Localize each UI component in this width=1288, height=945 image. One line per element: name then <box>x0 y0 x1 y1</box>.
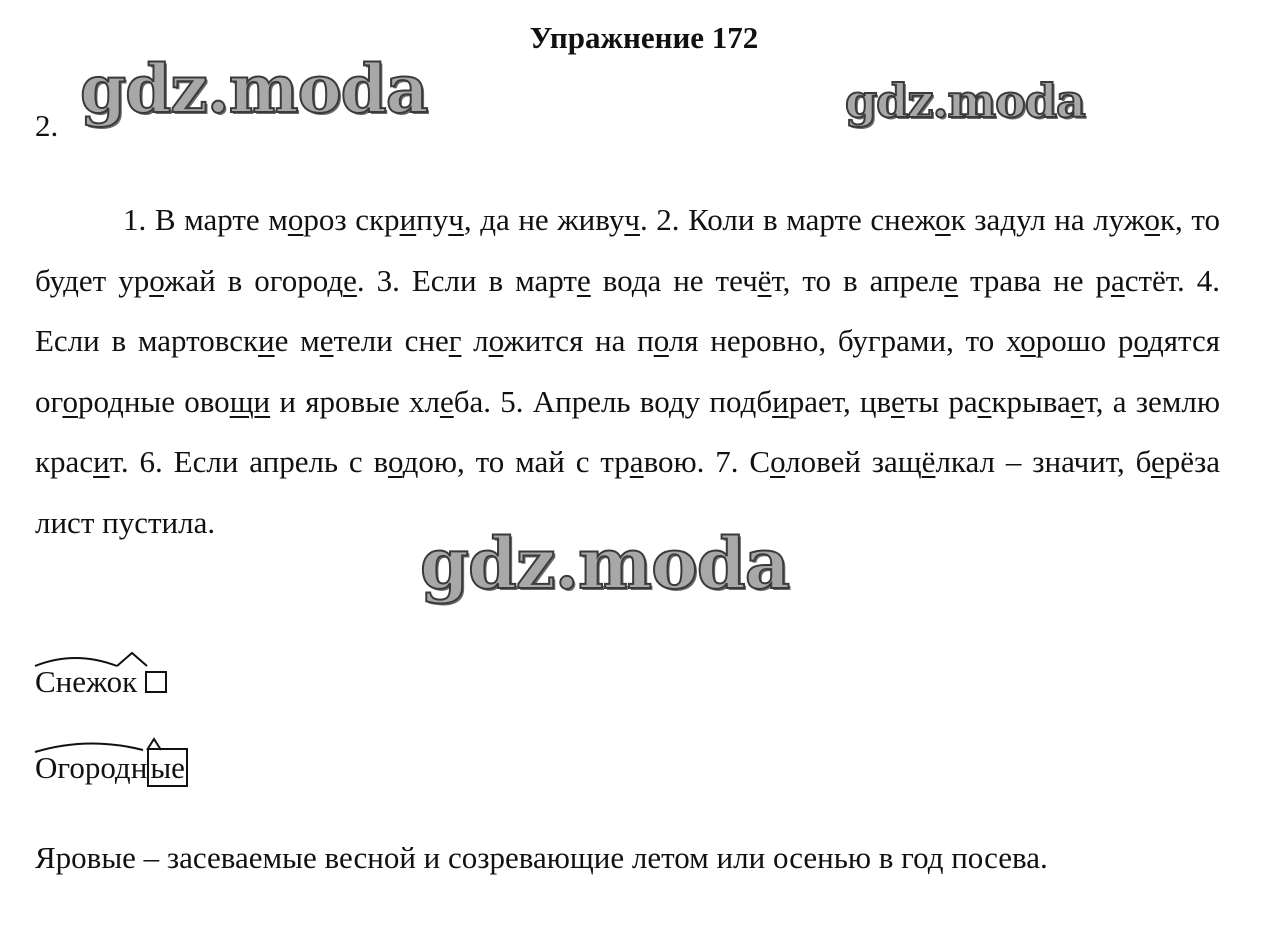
part-number: 2. <box>35 108 59 143</box>
analysis-word-stem: Огород <box>35 750 131 785</box>
underlined-letter: е <box>319 323 334 358</box>
paragraph-text: и яровые хл <box>270 383 440 419</box>
paragraph-text: . 3. Если в март <box>356 262 577 298</box>
paragraph-text: е м <box>274 323 320 358</box>
underlined-letter: о <box>1144 202 1160 237</box>
underlined-letter: а <box>629 444 644 479</box>
underlined-letter: о <box>653 323 669 358</box>
root-arc-icon <box>33 736 168 758</box>
morpheme-analysis-ogorodnye <box>35 750 188 786</box>
paragraph-text: дою, то май с тр <box>402 444 630 479</box>
underlined-letter: и <box>258 323 275 358</box>
morpheme-analysis-snezhok <box>35 664 167 700</box>
paragraph-text: . 2. Коли в марте снеж <box>639 202 936 237</box>
paragraph-text: пу <box>416 202 449 237</box>
underlined-letter: о <box>770 444 786 479</box>
paragraph-text: рает, цв <box>788 383 891 419</box>
underlined-letter: е <box>439 383 454 419</box>
paragraph-text: роз скр <box>303 202 400 237</box>
analysis-word: Снежок <box>35 664 138 699</box>
paragraph-text: жится на п <box>503 323 654 358</box>
exercise-title: Упражнение 172 <box>529 20 759 55</box>
paragraph-text: 1. В марте м <box>123 202 288 237</box>
paragraph-text: родные ово <box>77 383 230 419</box>
underlined-letter: щи <box>229 383 271 419</box>
definition-text: Яровые – засеваемые весной и созревающие летом или осенью в год посева. <box>35 840 1048 875</box>
underlined-letter: о <box>149 262 164 298</box>
paragraph-text: вода не теч <box>590 262 758 298</box>
underlined-letter: ч <box>448 202 464 237</box>
underlined-letter: о <box>488 323 504 358</box>
underlined-letter: а <box>1110 262 1125 298</box>
ending-box: ые <box>147 748 188 787</box>
paragraph-text: тели сне <box>333 323 449 358</box>
underlined-letter: и <box>772 383 789 419</box>
paragraph-text: т, а землю крас <box>35 383 1221 479</box>
paragraph-text: лкал – значит, б <box>935 444 1151 479</box>
paragraph-text: т. 6. Если апрель с в <box>109 444 388 479</box>
paragraph-text: к задул на луж <box>950 202 1145 237</box>
underlined-letter: и <box>93 444 110 479</box>
paragraph-text: дятся ог <box>35 323 1220 419</box>
underlined-letter: г <box>448 323 462 358</box>
paragraph-text: л <box>461 323 489 358</box>
root-arc-icon <box>33 650 153 672</box>
underlined-letter: о <box>387 444 403 479</box>
watermark-logo: gdz.moda <box>845 74 1085 128</box>
underlined-letter: о <box>935 202 951 237</box>
paragraph-text: т, то в апрел <box>771 262 945 298</box>
paragraph-text: ловей защ <box>785 444 922 479</box>
exercise-paragraph <box>35 190 1220 553</box>
underlined-letter: ё <box>757 262 772 298</box>
null-ending-box-icon <box>145 671 167 693</box>
underlined-letter: е <box>1070 383 1085 419</box>
underlined-letter: о <box>62 383 78 419</box>
analysis-word-suffix: н <box>130 750 148 785</box>
paragraph-text: трава не р <box>958 262 1111 298</box>
paragraph-text: крыва <box>991 383 1071 419</box>
paragraph-text: вою. 7. С <box>643 444 771 479</box>
paragraph-text: ба. 5. Апрель воду подб <box>453 383 773 419</box>
paragraph-text: стёт. 4. Если в мартовск <box>35 262 1220 358</box>
underlined-letter: ё <box>921 444 936 479</box>
paragraph-text: рёза лист пустила. <box>35 444 1220 540</box>
underlined-letter: е <box>944 262 959 298</box>
underlined-letter: о <box>287 202 304 237</box>
watermark-logo: gdz.moda <box>80 50 428 128</box>
paragraph-text: к, то будет ур <box>35 202 1220 298</box>
underlined-letter: и <box>399 202 417 237</box>
paragraph-text: ты ра <box>904 383 978 419</box>
watermark-logo: gdz.moda <box>420 522 790 605</box>
paragraph-text: жай в огород <box>163 262 344 298</box>
underlined-letter: е <box>343 262 357 298</box>
underlined-letter: с <box>977 383 992 419</box>
underlined-letter: е <box>576 262 591 298</box>
underlined-letter: о <box>1133 323 1148 358</box>
underlined-letter: ч <box>624 202 640 237</box>
paragraph-text: ля неровно, буграми, то х <box>668 323 1021 358</box>
underlined-letter: е <box>890 383 905 419</box>
paragraph-text: , да не живу <box>463 202 625 237</box>
underlined-letter: о <box>1020 323 1036 358</box>
paragraph-text: рошо р <box>1035 323 1134 358</box>
underlined-letter: е <box>1150 444 1165 479</box>
